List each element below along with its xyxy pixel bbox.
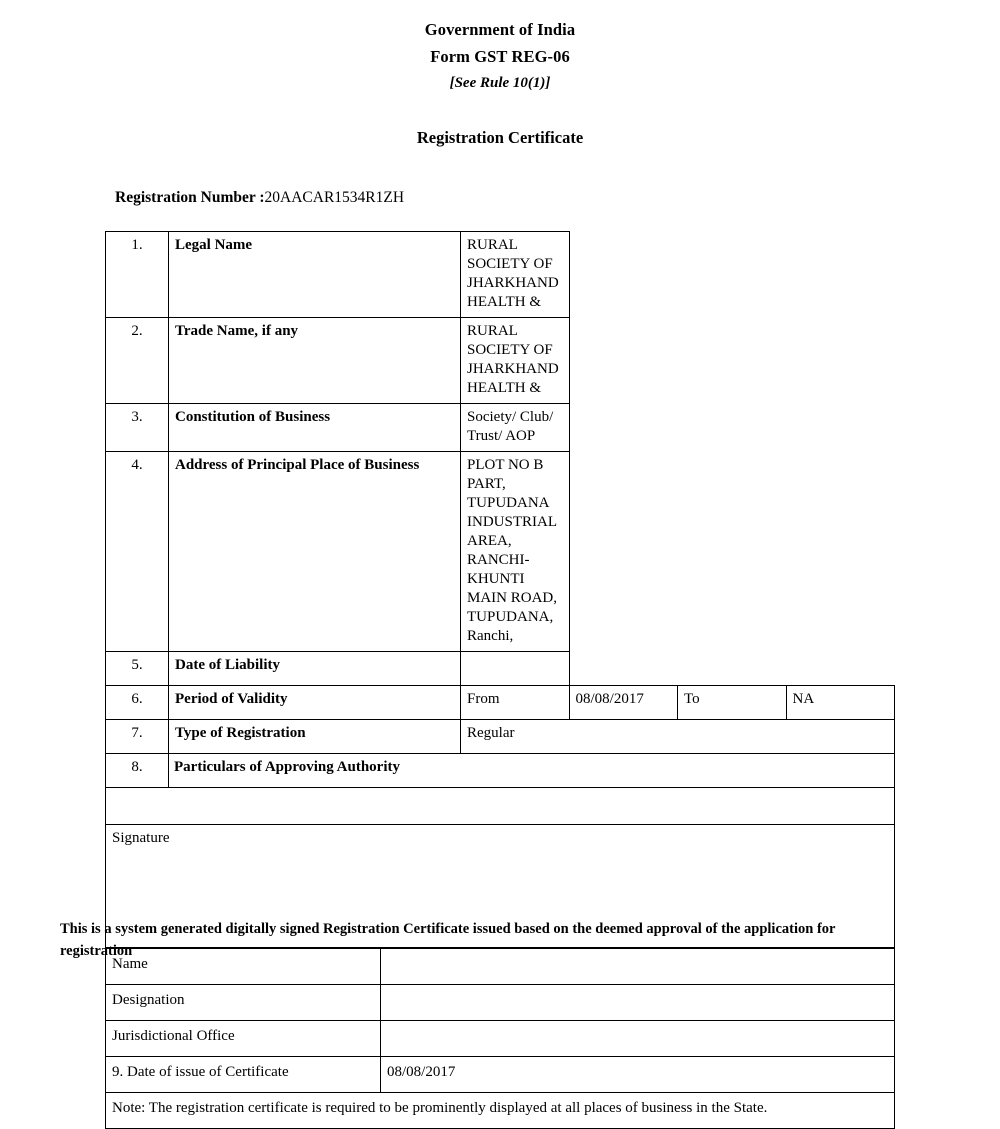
details-table-wrapper [0,231,1000,1129]
rule-reference: [See Rule 10(1)] [449,75,551,91]
row-number: 8. [106,754,169,788]
table-row [106,452,895,652]
table-row [106,318,895,404]
validity-from-value: 08/08/2017 [569,686,678,720]
table-row [106,404,895,452]
row-value-type-of-registration: Regular [461,720,895,754]
row-number: 6. [106,686,169,720]
row-number: 7. [106,720,169,754]
note-text: Note: The registration certificate is required to be prominently displayed at all places of business in the State. [106,1093,895,1129]
row-label-period-of-validity: Period of Validity [169,686,461,720]
document-header [0,0,1000,97]
address-line-1: PLOT NO B PART, TUPUDANA INDUSTRIAL AREA, [467,457,557,549]
table-row [106,1057,895,1093]
row-value-trade-name: RURAL SOCIETY OF JHARKHAND HEALTH & [461,318,570,404]
authority-table [105,948,895,1129]
empty-cell [106,788,895,825]
validity-to-value: NA [786,686,895,720]
table-row [106,754,895,788]
authority-label-jurisdictional-office: Jurisdictional Office [106,1021,381,1057]
authority-label-date-of-issue: 9. Date of issue of Certificate [106,1057,381,1093]
authority-label-designation: Designation [106,985,381,1021]
signature-area: Signature [106,825,895,948]
validity-from-label: From [461,686,570,720]
row-label-trade-name: Trade Name, if any [169,318,461,404]
row-label-date-of-liability: Date of Liability [169,652,461,686]
table-row [106,720,895,754]
validity-to-label: To [678,686,787,720]
footer-statement: This is a system generated digitally signed Registration Certificate issued based on the deemed approval of the application for registration [60,921,836,959]
table-row [106,686,895,720]
authority-value-jurisdictional-office [381,1021,895,1057]
table-row [106,1021,895,1057]
row-number: 2. [106,318,169,404]
row-value-legal-name: RURAL SOCIETY OF JHARKHAND HEALTH & [461,232,570,318]
table-row [106,652,895,686]
row-label-approving-authority: Particulars of Approving Authority [169,754,895,788]
row-number: 5. [106,652,169,686]
table-row-empty [106,788,895,825]
row-label-address: Address of Principal Place of Business [169,452,461,652]
row-value-constitution: Society/ Club/ Trust/ AOP [461,404,570,452]
row-label-constitution: Constitution of Business [169,404,461,452]
row-label-legal-name: Legal Name [169,232,461,318]
row-value-date-of-liability [461,652,570,686]
authority-value-date-of-issue: 08/08/2017 [381,1057,895,1093]
registration-number-value: 20AACAR1534R1ZH [264,189,405,206]
address-line-2: RANCHI-KHUNTI MAIN ROAD, TUPUDANA, Ranchi, [467,552,557,644]
authority-value-designation [381,985,895,1021]
row-number: 4. [106,452,169,652]
row-value-address [461,452,570,652]
table-row [106,985,895,1021]
registration-number-label: Registration Number : [115,189,265,206]
row-label-type-of-registration: Type of Registration [169,720,461,754]
government-authority-title: Government of India [424,20,576,39]
table-row [106,232,895,318]
row-number: 1. [106,232,169,318]
registration-number [0,189,1000,207]
page-title: Registration Certificate [416,128,584,147]
note-row [106,1093,895,1129]
row-number: 3. [106,404,169,452]
authority-label-name: Name [106,949,381,985]
form-title: Form GST REG-06 [430,47,570,66]
details-table [105,231,895,948]
